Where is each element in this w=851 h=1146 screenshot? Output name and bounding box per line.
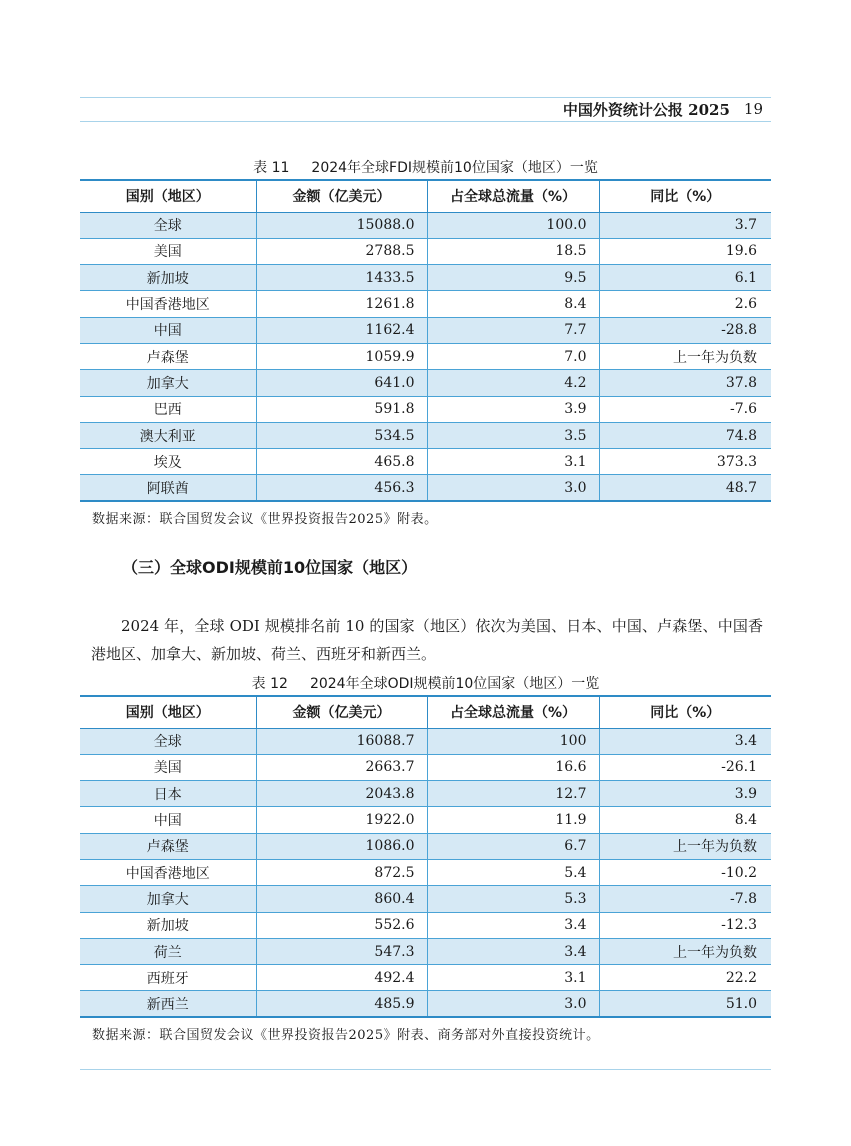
cell-share: 9.5 [427,265,599,291]
table-row [80,212,771,238]
cell-yoy: 8.4 [599,807,771,833]
cell-share: 3.0 [427,475,599,501]
table-row [80,449,771,475]
cell-share: 3.4 [427,912,599,938]
publication-title: 中国外资统计公报 2025 [562,100,730,119]
cell-amount: 492.4 [256,965,427,991]
cell-country: 全球 [80,728,256,754]
cell-share: 3.5 [427,422,599,448]
cell-amount: 1059.9 [256,343,427,369]
cell-yoy: -10.2 [599,859,771,885]
cell-yoy: 19.6 [599,238,771,264]
cell-amount: 872.5 [256,859,427,885]
cell-share: 11.9 [427,807,599,833]
table-11-number: 表 11 [253,160,290,176]
cell-share: 16.6 [427,754,599,780]
cell-country: 美国 [80,754,256,780]
col-header-yoy: 同比（%） [599,180,771,212]
cell-amount: 2663.7 [256,754,427,780]
cell-country: 美国 [80,238,256,264]
col-header-country: 国别（地区） [80,180,256,212]
cell-share: 3.4 [427,938,599,964]
cell-amount: 1261.8 [256,291,427,317]
table-row [80,317,771,343]
cell-country: 日本 [80,781,256,807]
cell-amount: 456.3 [256,475,427,501]
cell-yoy: 74.8 [599,422,771,448]
cell-yoy: 48.7 [599,475,771,501]
cell-share: 5.3 [427,886,599,912]
cell-yoy: 2.6 [599,291,771,317]
table-row [80,728,771,754]
cell-yoy: 上一年为负数 [599,938,771,964]
table-header-row [80,180,771,212]
cell-share: 8.4 [427,291,599,317]
table-12-number: 表 12 [251,676,288,692]
cell-yoy: -7.6 [599,396,771,422]
cell-amount: 1433.5 [256,265,427,291]
cell-amount: 465.8 [256,449,427,475]
cell-share: 3.1 [427,965,599,991]
cell-share: 4.2 [427,370,599,396]
cell-amount: 547.3 [256,938,427,964]
cell-country: 中国 [80,317,256,343]
table-row [80,343,771,369]
table-12-caption [80,674,771,694]
table-12-title: 2024年全球ODI规模前10位国家（地区）一览 [309,676,600,692]
cell-yoy: -7.8 [599,886,771,912]
cell-share: 3.1 [427,449,599,475]
cell-yoy: -28.8 [599,317,771,343]
cell-yoy: 3.9 [599,781,771,807]
odi-table [80,695,771,1018]
page-number: 19 [743,100,763,118]
cell-country: 西班牙 [80,965,256,991]
cell-country: 中国香港地区 [80,859,256,885]
cell-share: 3.9 [427,396,599,422]
cell-amount: 641.0 [256,370,427,396]
header-bottom-rule [80,121,771,122]
cell-country: 加拿大 [80,370,256,396]
cell-amount: 2043.8 [256,781,427,807]
cell-yoy: 3.7 [599,212,771,238]
page-header [80,98,771,120]
table-row [80,265,771,291]
col-header-share: 占全球总流量（%） [427,696,599,728]
cell-country: 中国香港地区 [80,291,256,317]
cell-share: 5.4 [427,859,599,885]
cell-yoy: 373.3 [599,449,771,475]
cell-country: 新西兰 [80,991,256,1017]
col-header-amount: 金额（亿美元） [256,180,427,212]
cell-share: 18.5 [427,238,599,264]
col-header-country: 国别（地区） [80,696,256,728]
cell-share: 100 [427,728,599,754]
cell-yoy: 37.8 [599,370,771,396]
table-11-title: 2024年全球FDI规模前10位国家（地区）一览 [311,160,598,176]
table-row [80,886,771,912]
section-heading: （三）全球ODI规模前10位国家（地区） [122,558,418,577]
cell-country: 全球 [80,212,256,238]
cell-amount: 1922.0 [256,807,427,833]
cell-share: 7.0 [427,343,599,369]
cell-yoy: 上一年为负数 [599,833,771,859]
table-11-caption [80,158,771,178]
cell-yoy: 6.1 [599,265,771,291]
table-12-source: 数据来源：联合国贸发会议《世界投资报告2025》附表、商务部对外直接投资统计。 [92,1028,600,1043]
col-header-yoy: 同比（%） [599,696,771,728]
table-row [80,991,771,1017]
table-row [80,291,771,317]
cell-yoy: 3.4 [599,728,771,754]
cell-country: 澳大利亚 [80,422,256,448]
cell-amount: 1086.0 [256,833,427,859]
cell-share: 12.7 [427,781,599,807]
cell-amount: 552.6 [256,912,427,938]
table-row [80,370,771,396]
table-row [80,859,771,885]
table-header-row [80,696,771,728]
cell-amount: 860.4 [256,886,427,912]
cell-amount: 1162.4 [256,317,427,343]
cell-country: 巴西 [80,396,256,422]
table-row [80,396,771,422]
cell-country: 阿联酋 [80,475,256,501]
cell-yoy: 上一年为负数 [599,343,771,369]
table-row [80,422,771,448]
cell-amount: 534.5 [256,422,427,448]
cell-amount: 591.8 [256,396,427,422]
table-row [80,781,771,807]
fdi-table [80,179,771,502]
cell-country: 加拿大 [80,886,256,912]
table-row [80,912,771,938]
cell-share: 6.7 [427,833,599,859]
cell-share: 100.0 [427,212,599,238]
table-row [80,238,771,264]
cell-share: 3.0 [427,991,599,1017]
table-11-source: 数据来源：联合国贸发会议《世界投资报告2025》附表。 [92,512,438,527]
table-row [80,833,771,859]
cell-country: 卢森堡 [80,833,256,859]
cell-country: 中国 [80,807,256,833]
cell-country: 埃及 [80,449,256,475]
cell-yoy: -26.1 [599,754,771,780]
cell-share: 7.7 [427,317,599,343]
table-row [80,754,771,780]
cell-country: 卢森堡 [80,343,256,369]
table-row [80,965,771,991]
cell-yoy: -12.3 [599,912,771,938]
cell-yoy: 51.0 [599,991,771,1017]
cell-amount: 2788.5 [256,238,427,264]
cell-amount: 15088.0 [256,212,427,238]
cell-country: 荷兰 [80,938,256,964]
col-header-share: 占全球总流量（%） [427,180,599,212]
footer-rule [80,1069,771,1070]
cell-yoy: 22.2 [599,965,771,991]
table-row [80,475,771,501]
table-row [80,938,771,964]
cell-amount: 16088.7 [256,728,427,754]
cell-amount: 485.9 [256,991,427,1017]
cell-country: 新加坡 [80,912,256,938]
col-header-amount: 金额（亿美元） [256,696,427,728]
cell-country: 新加坡 [80,265,256,291]
body-paragraph: 2024 年，全球 ODI 规模排名前 10 的国家（地区）依次为美国、日本、中国、卢森堡、中国香港地区、加拿大、新加坡、荷兰、西班牙和新西兰。 [91,617,763,663]
table-row [80,807,771,833]
